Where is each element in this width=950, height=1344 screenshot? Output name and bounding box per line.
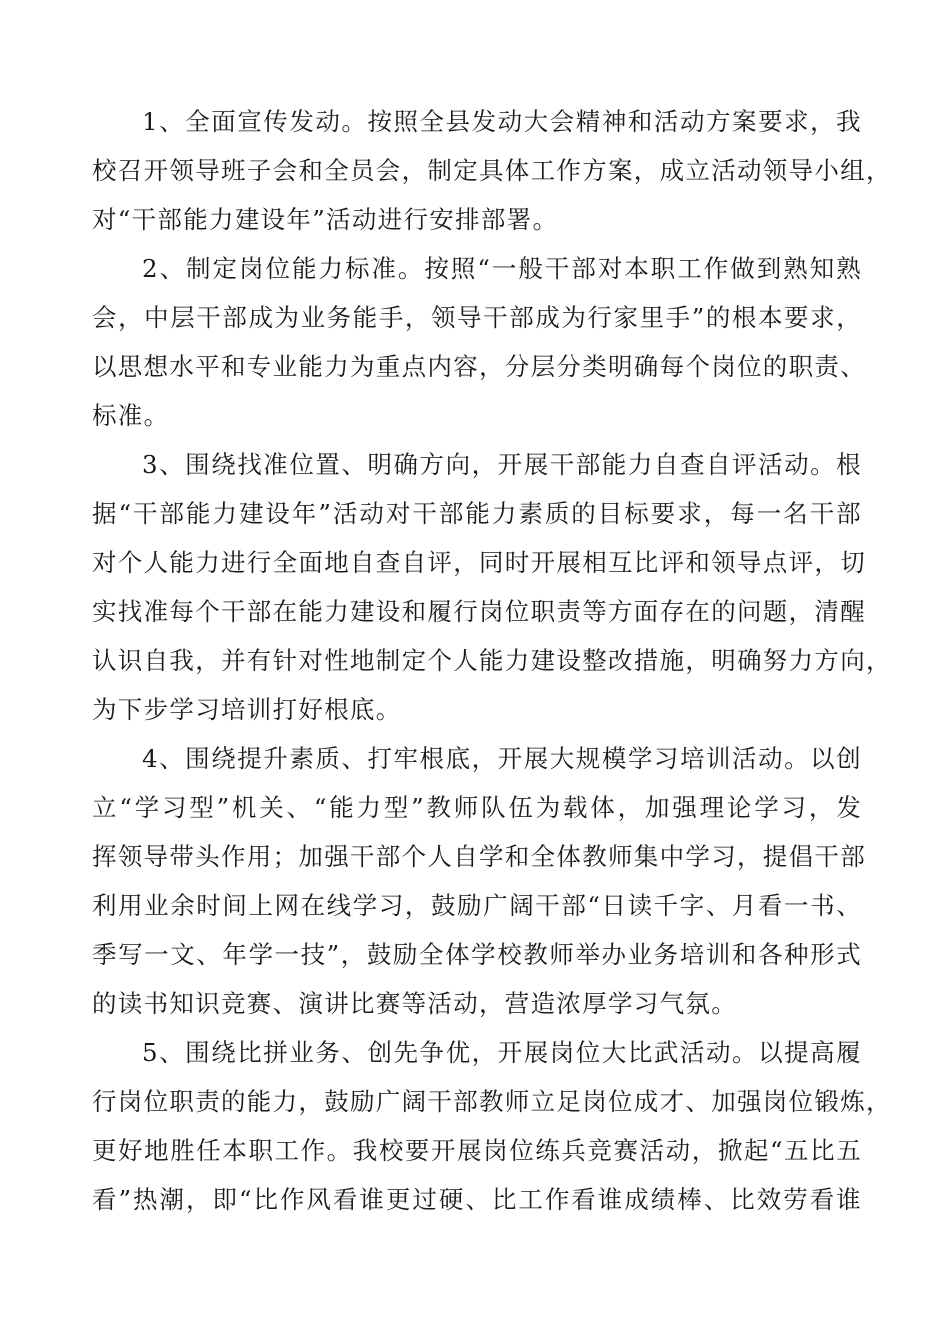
paragraph-4-line-3: 挥领导带头作用；加强干部个人自学和全体教师集中学习，提倡干部 — [92, 842, 866, 871]
paragraph-2-line-3: 以思想水平和专业能力为重点内容，分层分类明确每个岗位的职责、 — [92, 352, 866, 381]
paragraph-5-line-3: 更好地胜任本职工作。我校要开展岗位练兵竞赛活动，掀起“五比五 — [92, 1136, 862, 1165]
paragraph-3-line-5: 认识自我，并有针对性地制定个人能力建设整改措施，明确努力方向， — [92, 646, 892, 675]
paragraph-2-line-1: 2、制定岗位能力标准。按照“一般干部对本职工作做到熟知熟 — [142, 254, 862, 283]
paragraph-3-line-4: 实找准每个干部在能力建设和履行岗位职责等方面存在的问题，清醒 — [92, 597, 866, 626]
paragraph-4-line-4: 利用业余时间上网在线学习，鼓励广阔干部“日读千字、月看一书、 — [92, 891, 862, 920]
paragraph-2-line-4: 标准。 — [92, 401, 170, 430]
paragraph-3-line-2: 据“干部能力建设年”活动对干部能力素质的目标要求，每一名干部 — [92, 499, 862, 528]
paragraph-4-line-1: 4、围绕提升素质、打牢根底，开展大规模学习培训活动。以创 — [142, 744, 862, 773]
paragraph-3-line-6: 为下步学习培训打好根底。 — [92, 695, 402, 724]
paragraph-5-line-2: 行岗位职责的能力，鼓励广阔干部教师立足岗位成才、加强岗位锻炼， — [92, 1087, 892, 1116]
paragraph-4-line-5: 季写一文、年学一技”，鼓励全体学校教师举办业务培训和各种形式 — [92, 940, 862, 969]
paragraph-1-line-3: 对“干部能力建设年”活动进行安排部署。 — [92, 205, 559, 234]
paragraph-3-line-3: 对个人能力进行全面地自查自评，同时开展相互比评和领导点评，切 — [92, 548, 866, 577]
paragraph-2-line-2: 会，中层干部成为业务能手，领导干部成为行家里手”的根本要求， — [92, 303, 862, 332]
paragraph-5-line-1: 5、围绕比拼业务、创先争优，开展岗位大比武活动。以提高履 — [142, 1038, 862, 1067]
paragraph-4-line-2: 立“学习型”机关、“能力型”教师队伍为载体，加强理论学习，发 — [92, 793, 862, 822]
paragraph-4-line-6: 的读书知识竞赛、演讲比赛等活动，营造浓厚学习气氛。 — [92, 989, 737, 1018]
paragraph-5-line-4: 看”热潮，即“比作风看谁更过硬、比工作看谁成绩棒、比效劳看谁 — [92, 1185, 862, 1214]
paragraph-1-line-1: 1、全面宣传发动。按照全县发动大会精神和活动方案要求，我 — [142, 107, 862, 136]
paragraph-1-line-2: 校召开领导班子会和全员会，制定具体工作方案，成立活动领导小组， — [92, 156, 892, 185]
paragraph-3-line-1: 3、围绕找准位置、明确方向，开展干部能力自查自评活动。根 — [142, 450, 862, 479]
